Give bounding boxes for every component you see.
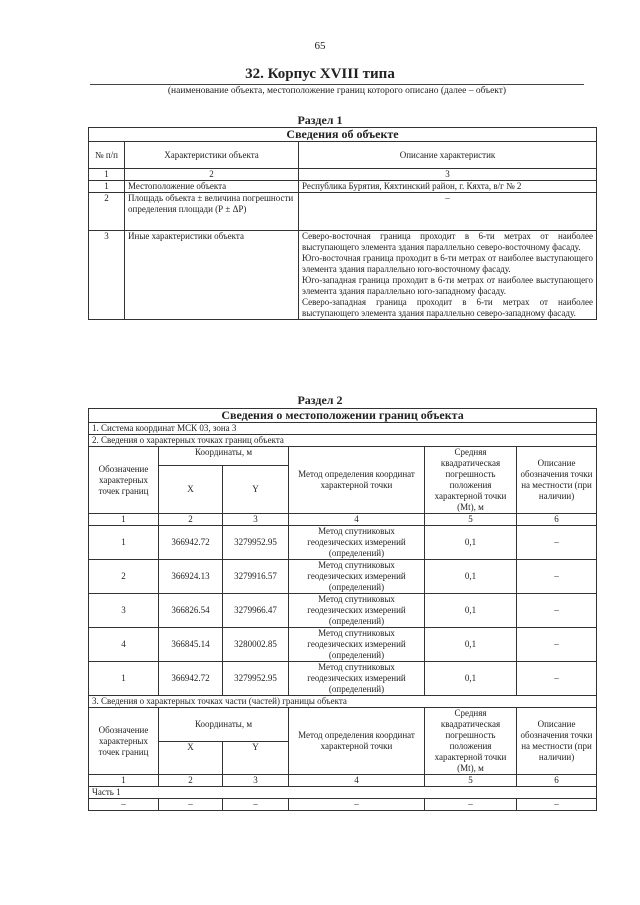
part3-header-description: Описание обозначения точки на местности (при наличии) [517,708,597,775]
point-x: 366942.72 [159,526,223,560]
point-id: 4 [89,628,159,662]
empty-cell: – [223,799,289,811]
row-name: Площадь объекта ± величина погрешности определения площади (Р ± ΔР) [125,193,299,231]
part3-header-x: X [159,741,223,775]
table-row [89,560,597,594]
section1-label: Раздел 1 [297,113,343,127]
boundary-ne: Северо-восточная граница проходит в 6-ти метрах от наиболее выступающего элемента здания параллельно северо-восточному фасаду. [302,231,594,252]
col-number: 5 [425,775,517,787]
col-number: 2 [125,169,299,181]
part3-header-method: Метод определения координат характерной точки [289,708,425,775]
header-coords: Координаты, м [159,447,289,466]
document-subtitle: (наименование объекта, местоположение границ которого описано (далее – объект) [90,84,584,96]
section1-heading: Сведения об объекте [89,128,597,142]
header-accuracy: Средняя квадратическая погрешность положения характерной точки (Mt), м [425,447,517,514]
boundary-nw: Северо-западная граница проходит в 6-ти метрах от наиболее выступающего элемента здания параллельно северо-западному фасаду. [302,297,594,318]
col-number: 6 [517,775,597,787]
part2-title: 2. Сведения о характерных точках границ объекта [89,435,597,447]
point-id: 3 [89,594,159,628]
coord-system: 1. Система координат МСК 03, зона 3 [89,423,597,435]
point-desc: – [517,628,597,662]
point-mt: 0,1 [425,594,517,628]
col-number: 3 [223,514,289,526]
point-x: 366826.54 [159,594,223,628]
col-number: 6 [517,514,597,526]
table-row [89,628,597,662]
table-row [89,594,597,628]
point-desc: – [517,594,597,628]
page-number: 65 [314,40,326,52]
part3-header-y: Y [223,741,289,775]
part-label: Часть 1 [89,787,597,799]
section1-table [88,127,597,320]
point-y: 3279966.47 [223,594,289,628]
point-x: 366924.13 [159,560,223,594]
col-number: 2 [159,514,223,526]
col-number: 1 [89,169,125,181]
part3-header-accuracy: Средняя квадратическая погрешность положения характерной точки (Mt), м [425,708,517,775]
point-mt: 0,1 [425,662,517,696]
empty-cell: – [89,799,159,811]
empty-cell: – [289,799,425,811]
part3-header-designation: Обозначение характерных точек границ [89,708,159,775]
point-method: Метод спутниковых геодезических измерений (определений) [289,560,425,594]
header-method: Метод определения координат характерной точки [289,447,425,514]
row-desc: Республика Бурятия, Кяхтинский район, г. Кяхта, в/г № 2 [299,181,597,193]
table-row [89,193,597,231]
document-title: 32. Корпус XVIII типа [245,66,395,82]
row-name: Иные характеристики объекта [125,231,299,320]
point-y: 3279952.95 [223,662,289,696]
header-description: Описание обозначения точки на местности (при наличии) [517,447,597,514]
table-row [89,526,597,560]
point-id: 1 [89,662,159,696]
row-desc: – [299,193,597,231]
header-designation: Обозначение характерных точек границ [89,447,159,514]
col-number: 2 [159,775,223,787]
empty-cell: – [425,799,517,811]
point-method: Метод спутниковых геодезических измерений (определений) [289,628,425,662]
part3-title: 3. Сведения о характерных точках части (частей) границы объекта [89,696,597,708]
point-desc: – [517,560,597,594]
point-x: 366942.72 [159,662,223,696]
point-y: 3280002.85 [223,628,289,662]
header-y: Y [223,466,289,514]
section2-label: Раздел 2 [297,393,343,407]
row-name: Местоположение объекта [125,181,299,193]
point-desc: – [517,526,597,560]
point-y: 3279916.57 [223,560,289,594]
point-mt: 0,1 [425,628,517,662]
boundary-sw: Юго-западная граница проходит в 6-ти метрах от наиболее выступающего элемента здания параллельно юго-западному фасаду. [302,275,594,296]
table-row [89,181,597,193]
table-row [89,662,597,696]
point-id: 2 [89,560,159,594]
point-desc: – [517,662,597,696]
col-header-characteristics: Характеристики объекта [125,142,299,169]
row-desc [299,231,597,320]
col-number: 1 [89,514,159,526]
point-y: 3279952.95 [223,526,289,560]
point-mt: 0,1 [425,526,517,560]
col-number: 4 [289,775,425,787]
point-method: Метод спутниковых геодезических измерений (определений) [289,662,425,696]
empty-cell: – [517,799,597,811]
col-number: 3 [223,775,289,787]
header-x: X [159,466,223,514]
empty-cell: – [159,799,223,811]
col-number: 1 [89,775,159,787]
point-method: Метод спутниковых геодезических измерений (определений) [289,526,425,560]
section2-heading: Сведения о местоположении границ объекта [89,409,597,423]
point-x: 366845.14 [159,628,223,662]
table-row [89,231,597,320]
row-num: 1 [89,181,125,193]
part3-header-coords: Координаты, м [159,708,289,742]
boundary-se: Юго-восточная граница проходит в 6-ти метрах от наиболее выступающего элемента здания параллельно юго-восточному фасаду. [302,253,594,274]
col-number: 5 [425,514,517,526]
col-header-description: Описание характеристик [299,142,597,169]
col-header-num: № п/п [89,142,125,169]
col-number: 4 [289,514,425,526]
row-num: 3 [89,231,125,320]
col-number: 3 [299,169,597,181]
point-id: 1 [89,526,159,560]
point-method: Метод спутниковых геодезических измерений (определений) [289,594,425,628]
row-num: 2 [89,193,125,231]
section2-table [88,408,597,811]
table-row [89,799,597,811]
point-mt: 0,1 [425,560,517,594]
